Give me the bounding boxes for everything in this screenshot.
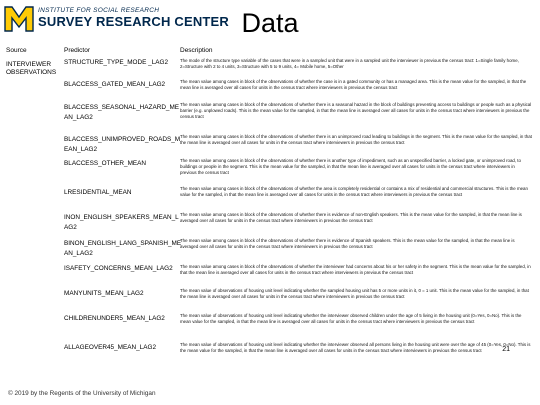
predictor-name: BLACCESS_UNIMPROVED_ROADS_MEAN_LAG2 [64, 136, 181, 153]
predictor-name: LRESIDENTIAL_MEAN [64, 189, 132, 196]
page-title: Data [241, 8, 299, 38]
predictor-description: The mean value among cases in block of the observations of whether there is evidence of non-English speakers. This is the mean value for the sampled, in that the mean line is averaged over all cases for units in the census tract where interviewers in previous the census tract [180, 212, 522, 224]
predictor-name: BINON_ENGLISH_LANG_SPANISH_MEAN_LAG2 [64, 240, 182, 257]
predictor-description: The mean value among cases in block of the observations of whether there is another type of impediment, such as an unspecified barrier, a locked gate, or unimproved road, to buildings or people in the segment. This is the mean value for the sampled, in that the mean line is averaged over all cases for units in the census tract where interviewers in previous the census tract [180, 158, 521, 176]
predictor-description: The mode of the structure type variable of the cases that were in a sampled unit that were in a sampled unit the interviewer in previous the census tract: 1=Single family home, 2=Structure with 2 to 4 units, 3=Structure with 5 to 9 units, 4= Mobile home, 5=Other [180, 58, 519, 70]
page-number: 21 [502, 346, 510, 353]
predictor-name: INON_ENGLISH_SPEAKERS_MEAN_LAG2 [64, 214, 179, 231]
logo-center-text: SURVEY RESEARCH CENTER [38, 14, 230, 29]
predictor-name: MANYUNITS_MEAN_LAG2 [64, 290, 144, 297]
header-source: Source [6, 47, 27, 54]
predictor-name: ISAFETY_CONCERNS_MEAN_LAG2 [64, 265, 173, 272]
predictor-name: STRUCTURE_TYPE_MODE _LAG2 [64, 59, 169, 66]
predictor-description: The mean value among cases in block of the observations of whether there is an unimproved road leading to buildings in the segment. This is the mean value for the sampled, in that the mean line is averaged over all cases for units in the census tract where interviewers in previous the census tract [180, 134, 532, 146]
header-predictor: Predictor [64, 47, 91, 54]
predictor-description: The mean value among cases in block of the observations of whether the case is in a gated community or has a managed area. This is the mean value for the sampled, in that the mean line is averaged over all cases for units in the census tract where interviewers in previous the census tract [180, 79, 527, 91]
predictor-description: The mean value among cases in block of the observations of whether there is a seasonal hazard in the block of buildings preventing access to buildings or people such as a physical barrier (e.g. unplowed roads). This is the mean value for the sampled, in that the mean line is averaged over all cases for units in the census tract where interviewers in previous the census tract [180, 102, 532, 120]
predictor-description: The mean value of observations of housing unit level indicating whether the sampled housing unit has 5 or more units in it, 0 = 1 unit. This is the mean value for the sampled, in that the mean line is averaged over all cases for units in the census tract where interviewers in previous the census tract [180, 288, 529, 300]
source-label: INTERVIEWER OBSERVATIONS [6, 61, 57, 76]
header-description: Description [180, 47, 213, 54]
logo-institute-text: INSTITUTE FOR SOCIAL RESEARCH [38, 7, 160, 14]
predictor-name: ALLAGEOVER45_MEAN_LAG2 [64, 344, 156, 351]
predictor-name: BLACCESS_SEASONAL_HAZARD_MEAN_LAG2 [64, 104, 180, 121]
predictor-description: The mean value among cases in block of the observations of whether the interviewer had concerns about his or her safety in the segment. This is the mean value for the sampled, in that the mean line is averaged over all cases for units in the census tract where interviewers in previous the census tract [180, 264, 531, 276]
predictor-description: The mean value of observations of housing unit level indicating whether the interviewer observed children under the age of 5 living in the housing unit (0=Yes, 0=No). This is the mean value for the sampled, in that the mean line is averaged over all cases for units in the census tract where interviewers in previous the census tract [180, 313, 522, 325]
copyright-footer: © 2019 by the Regents of the University of Michigan [8, 390, 156, 397]
predictor-name: BLACCESS_OTHER_MEAN [64, 160, 147, 167]
predictor-description: The mean value of observations of housing unit level indicating whether the interviewer observed all persons living in the housing unit were over the age of 45 (0=Yes, 0=No). This is the mean value for the sampled, in that the mean line is averaged over all cases for units in the census tract where interviewers in previous the census tract [180, 342, 531, 354]
predictor-description: The mean value among cases in block of the observations of whether the area is completely residential or contains a mix of residential and commercial structures. This is the mean value for the sampled, in that the mean line is averaged over all cases for units in the census tract where interviewers in previous the census tract [180, 186, 528, 198]
predictor-name: CHILDRENUNDER5_MEAN_LAG2 [64, 315, 165, 322]
predictor-description: The mean value among cases in block of the observations of whether there is evidence of Spanish speakers. This is the mean value for the sampled, in that the mean line is averaged over all cases for units in the census tract where interviewers in previous the census tract [180, 238, 515, 250]
predictor-name: BLACCESS_GATED_MEAN_LAG2 [64, 81, 166, 88]
